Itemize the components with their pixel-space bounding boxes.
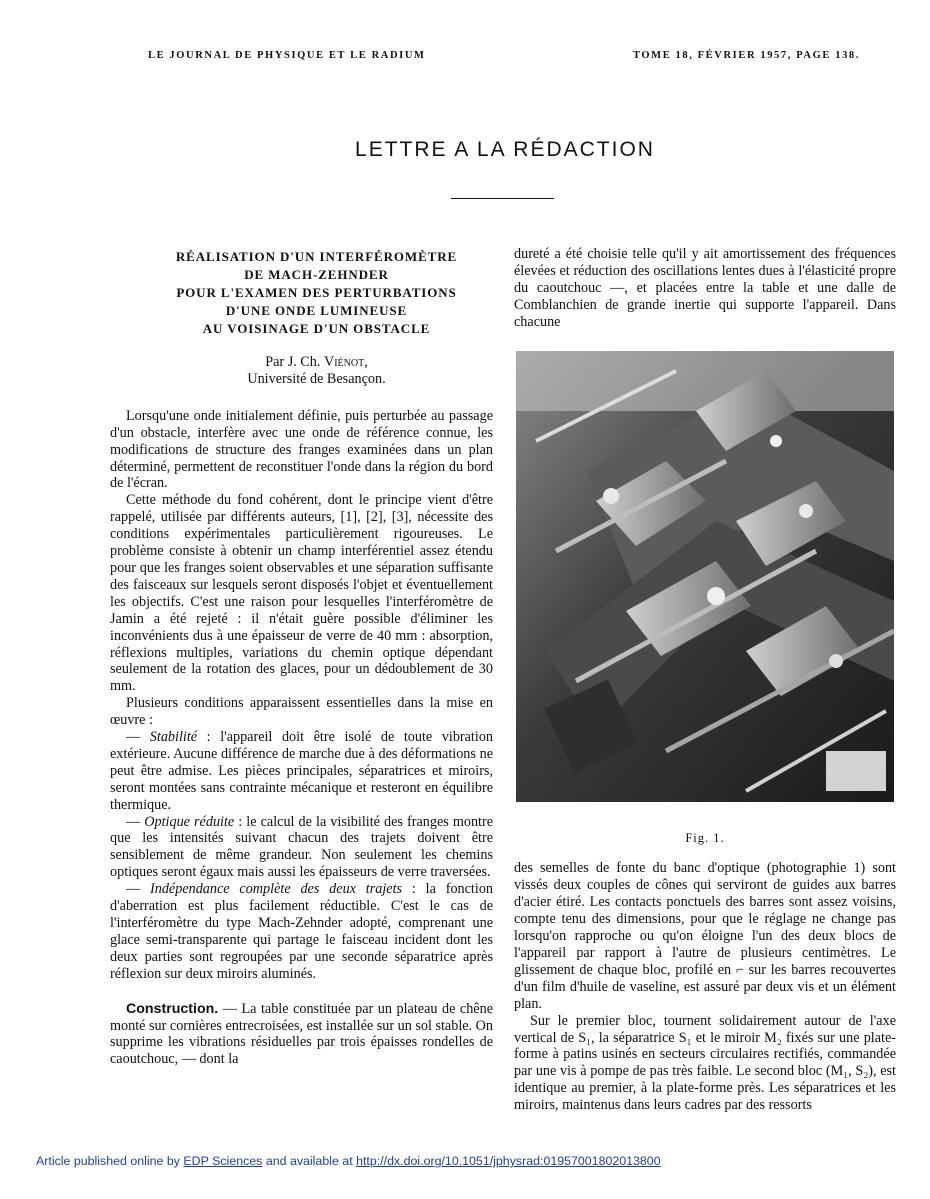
running-head-left: LE JOURNAL DE PHYSIQUE ET LE RADIUM [148,50,426,61]
paragraph-continued: dureté a été choisie telle qu'il y ait amortissement des fréquences élevées et réduction des oscillations lentes dues à l'élasticité propre du caoutchouc —, et placées entre la table et une dalle de Comblanchien de grande inertie qui supporte l'appareil. Dans chacune [514,246,896,330]
running-head-right: TOME 18, FÉVRIER 1957, PAGE 138. [633,50,860,61]
paragraph-stability: — Stabilité : l'appareil doit être isolé de toute vibration extérieure. Aucune différence de marche due à des déformations ne peut être admise. Les pièces principales, séparatrices et miroirs, seront montées sans contrainte mécanique et resteront en équilibre thermique. [110,729,494,813]
optics-text: : le calcul de la visibilité des franges montre que les intensités suivant chacun des trajets doivent être sensiblement de même grandeur. Non seulement les chemins optiques seront égaux mais aussi les épaisseurs de verre traversées. [110,813,494,881]
construction-text: — La table constituée par un plateau de chêne monté sur cornières entrecroisées, est installée sur un sol stable. On supprime les vibrations résiduelles par trois épaisses rondelles de caoutchouc, — dont la [110,1000,493,1068]
byline [140,354,493,371]
figure-photograph [516,351,894,802]
independence-text: : la fonction d'aberration est plus facilement réductible. C'est le cas de l'interféromètre du type Mach-Zehnder adopté, comprenant une glace semi-transparente qui partage le faisceau incident dont les deux parties sont regroupées par une seconde séparatrice après réflexion sur deux miroirs aluminés. [110,881,494,982]
article-title [140,248,493,338]
paragraph-method: Cette méthode du fond cohérent, dont le principe vient d'être rappelé, utilisée par différents auteurs, [1], [2], [3], nécessite des conditions expérimentales particulièrement rigoureuses. Le problème consiste à obtenir un champ interférentiel assez étendu pour que les franges soient observables et une séparation suffisante des faisceaux sur lesquels seront disposés l'objet et éventuellement les objectifs. C'est une raison pour lesquelles l'interféromètre de Jamin a été rejeté : il n'était guère possible d'éliminer les inconvénients dus à une épaisseur de verre de 40 mm : absorption, réflexions multiples, variations du chemin optique dépendant seulement de la rotation des glaces, pour un dédoublement de 30 mm. [110,492,493,695]
byline-prefix: Par J. Ch. [265,354,324,370]
affiliation: Université de Besançon. [247,370,386,387]
keyword-independence: Indépendance complète des deux trajets [150,881,403,898]
left-column [110,248,493,1068]
keyword-stability: Stabilité [149,729,198,746]
paragraph-construction [110,1001,493,1069]
right-column [514,246,896,1114]
figure-caption: Fig. 1. [685,830,725,845]
heading-construction: Construction. [126,1000,219,1017]
article-title-line: RÉALISATION D'UN INTERFÉROMÈTRE [175,249,458,264]
paragraph-first-block: Sur le premier bloc, tournent solidairement autour de l'axe vertical de S₁, la séparatrice S₁ et le miroir M₂ fixés sur une plate-forme à patins usinés en secteurs circulaires rectifiés, commandée par une vis à pompe de pas très faible. Le second bloc (M₁, S₂), est identique au premier, à la plate-forme près. Les séparatrices et les miroirs, maintenus dans leurs cadres par des ressorts [514,1012,896,1114]
article-title-line: POUR L'EXAMEN DES PERTURBATIONS [176,285,457,300]
paragraph-conditions: Plusieurs conditions apparaissent essentielles dans la mise en œuvre : [110,695,493,729]
author-surname: Viénot, [323,354,368,370]
footer-middle: and available at [262,1154,357,1168]
paragraph-optics: — Optique réduite : le calcul de la visibilité des franges montre que les intensités suivant chacun des trajets doivent être sensiblement de même grandeur. Non seulement les chemins optiques seront égaux mais aussi les épaisseurs de verre traversées. [110,813,494,881]
keyword-optics: Optique réduite [144,813,235,830]
doi-link[interactable]: http://dx.doi.org/10.1051/jphysrad:01957001802013800 [356,1154,661,1168]
section-title: LETTRE A LA RÉDACTION [355,138,655,161]
footer-prefix: Article published online by [36,1154,184,1168]
interferometer-photo [516,351,894,802]
article-title-line: AU VOISINAGE D'UN OBSTACLE [202,321,431,336]
article-title-line: DE MACH-ZEHNDER [244,267,389,282]
publisher-link[interactable]: EDP Sciences [183,1154,263,1168]
title-rule [451,198,554,199]
article-title-line: D'UNE ONDE LUMINEUSE [225,303,408,318]
paragraph-independence: — Indépendance complète des deux trajets : la fonction d'aberration est plus facilement réductible. C'est le cas de l'interféromètre du type Mach-Zehnder adopté, comprenant une glace semi-transparente qui partage le faisceau incident dont les deux parties sont regroupées par une seconde séparatrice après réflexion sur deux miroirs aluminés. [110,881,494,982]
stability-text: : l'appareil doit être isolé de toute vibration extérieure. Aucune différence de marche due à des déformations ne peut être admise. Les pièces principales, séparatrices et miroirs, seront montées sans contrainte mécanique et resteront en équilibre thermique. [110,729,494,813]
publisher-footer [36,1154,661,1168]
paragraph-intro: Lorsqu'une onde initialement définie, puis perturbée au passage d'un obstacle, interfère avec une onde de référence connue, les modifications de structure des franges examinées dans un plan déterminé, permettent de reconstituer l'onde dans la région du bord de l'écran. [110,407,493,492]
paragraph-bench: des semelles de fonte du banc d'optique (photographie 1) sont vissés deux couples de cônes qui serviront de guides aux barres d'acier étiré. Les contacts ponctuels des barres sont assez voisins, compte tenu des dimensions, pour que le réglage ne change pas lorsqu'on rapproche ou qu'on éloigne l'un des deux blocs de l'appareil par rapport à l'autre de plusieurs centimètres. Le glissement de chaque bloc, profilé en ⌐ sur les barres recouvertes d'un film d'huile de vaseline, est assuré par deux vis et un élément plan. [514,860,896,1012]
